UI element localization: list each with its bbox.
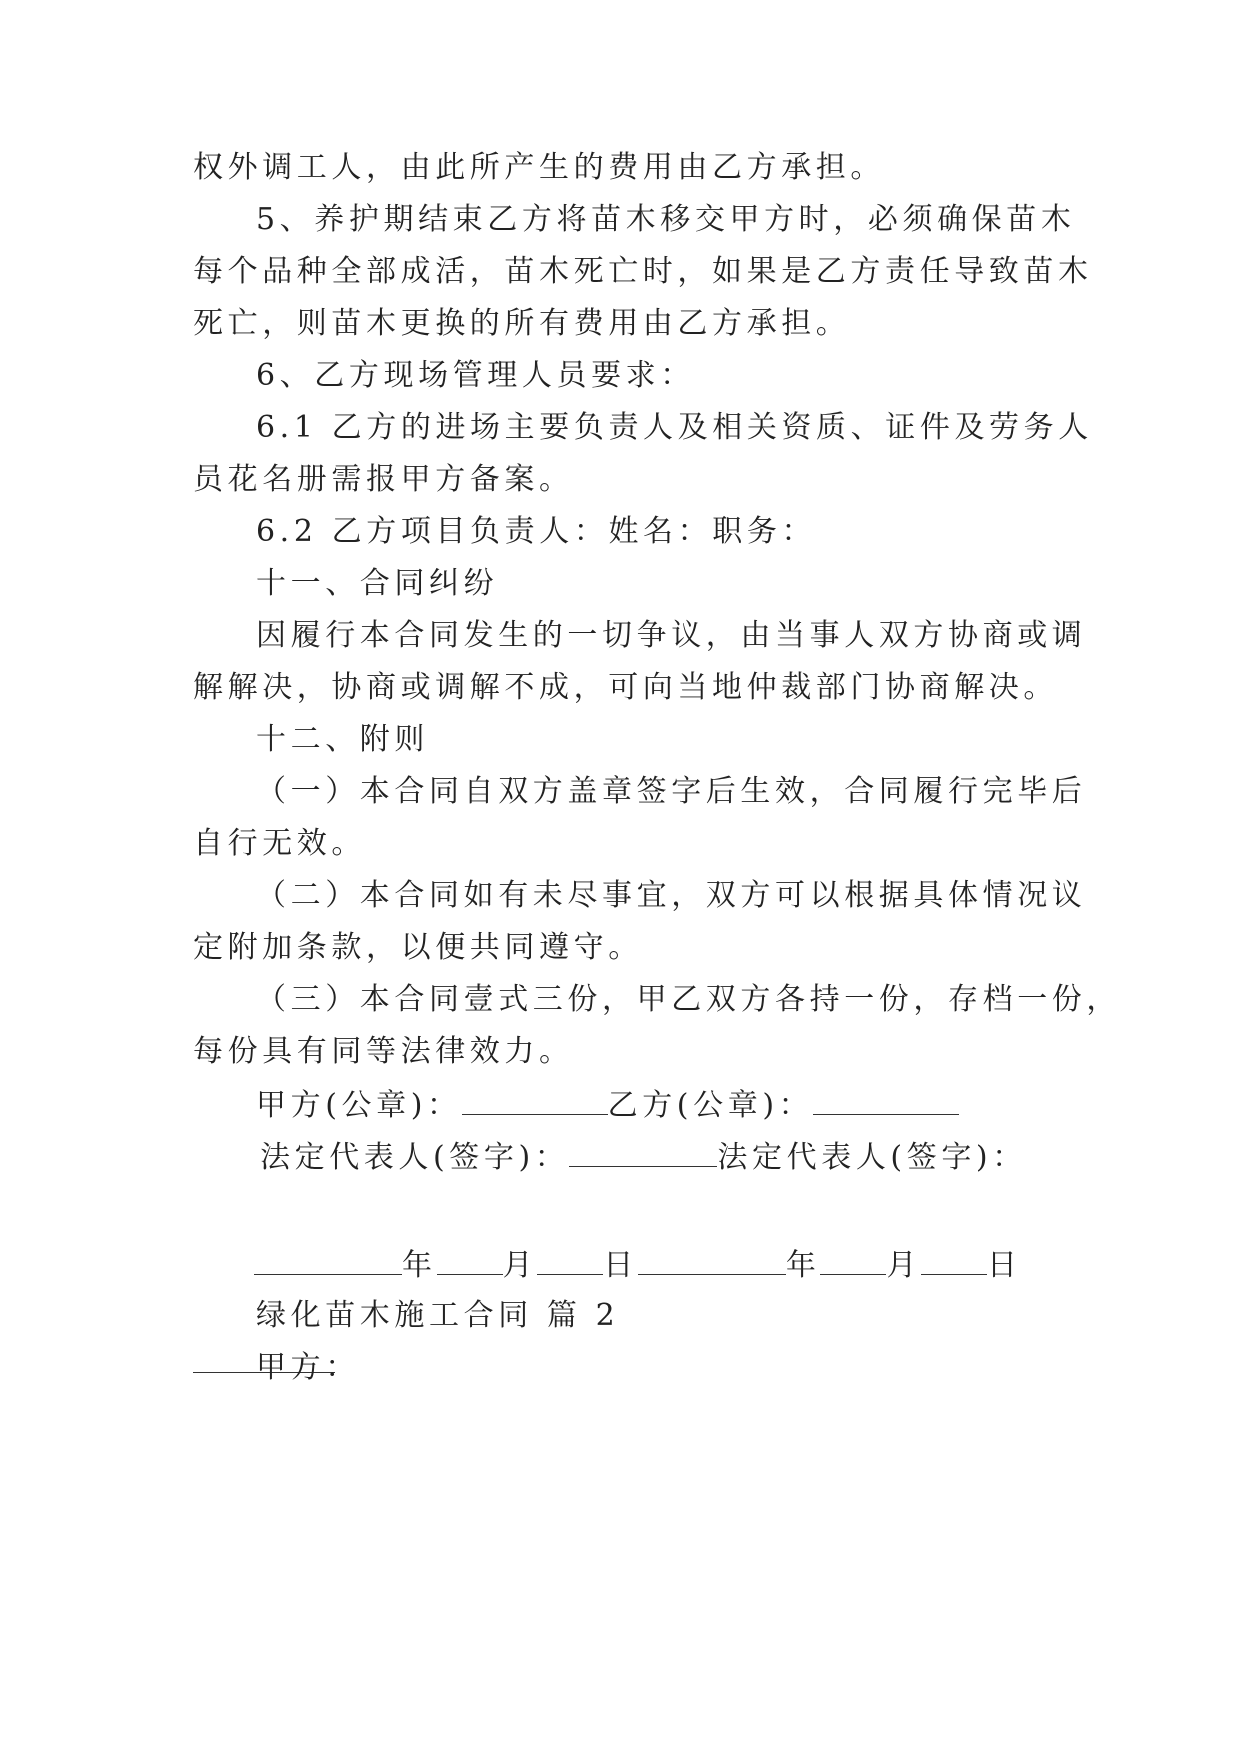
party-a-seal-blank [462,1084,608,1115]
date-b-year-blank [638,1244,786,1275]
date-a-month-blank [437,1244,503,1275]
paragraph-line: 解解决，协商或调解不成，可向当地仲裁部门协商解决。 [193,670,1058,705]
next-contract-title: 绿化苗木施工合同 篇 2 [256,1298,620,1333]
paragraph-line: 员花名册需报甲方备案。 [193,462,574,497]
party-seal-line [256,1084,959,1124]
section-12-heading: 十二、附则 [256,722,429,757]
date-year-label: 年 [785,1248,821,1283]
paragraph-line: 自行无效。 [193,826,366,861]
legal-rep-a-label: 法定代表人(签字)： [260,1140,570,1175]
party-a-seal-label: 甲方(公章)： [256,1088,462,1123]
date-b-day-blank [921,1244,987,1275]
paragraph-line: 权外调工人，由此所产生的费用由乙方承担。 [193,150,885,185]
paragraph-line: 每个品种全部成活，苗木死亡时，如果是乙方责任导致苗木 [193,254,1093,289]
party-b-seal-label: 乙方(公章)： [607,1088,814,1123]
appendix-item-3: （三）本合同壹式三份，甲乙双方各持一份，存档一份， [256,982,1121,1017]
date-a-day-blank [537,1244,603,1275]
party-b-seal-blank [813,1084,959,1115]
date-a-year-blank [254,1244,402,1275]
appendix-item-2: （二）本合同如有未尽事宜，双方可以根据具体情况议 [256,878,1087,913]
legal-rep-b-label: 法定代表人(签字)： [717,1140,1027,1175]
section-11-heading: 十一、合同纠纷 [256,566,499,601]
legal-rep-a-blank [569,1136,717,1167]
clause-6-1-line: 6.1 乙方的进场主要负责人及相关资质、证件及劳务人 [256,410,1093,445]
date-month-label: 月 [886,1248,922,1283]
clause-6-heading: 6、乙方现场管理人员要求： [256,358,695,393]
paragraph-line: 每份具有同等法律效力。 [193,1034,574,1069]
next-party-a-label: 甲方： [256,1350,360,1385]
paragraph-line: 定附加条款，以便共同遵守。 [193,930,643,965]
clause-6-2-line: 6.2 乙方项目负责人：姓名：职务： [256,514,817,549]
date-line [254,1244,1022,1284]
paragraph-line: 死亡，则苗木更换的所有费用由乙方承担。 [193,306,851,341]
clause-5-line: 5、养护期结束乙方将苗木移交甲方时，必须确保苗木 [256,202,1076,237]
date-day-label: 日 [987,1248,1022,1283]
date-day-label: 日 [603,1248,638,1283]
paragraph-line: 因履行本合同发生的一切争议，由当事人双方协商或调 [256,618,1087,653]
date-month-label: 月 [502,1248,538,1283]
legal-rep-line [260,1136,1027,1176]
date-b-month-blank [820,1244,886,1275]
appendix-item-1: （一）本合同自双方盖章签字后生效，合同履行完毕后 [256,774,1087,809]
date-year-label: 年 [402,1248,437,1283]
